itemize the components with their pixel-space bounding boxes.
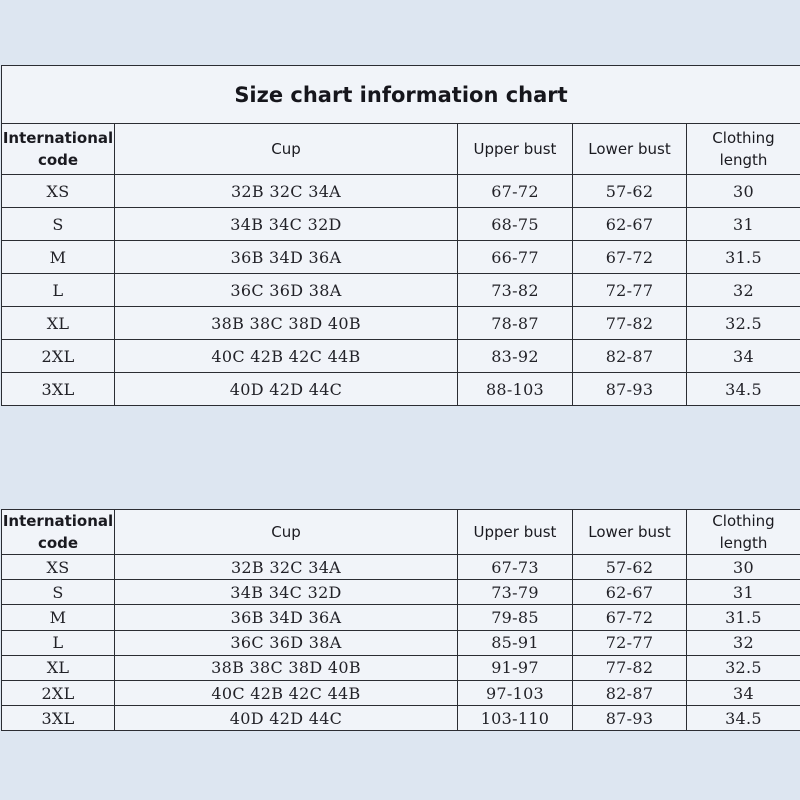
upper-bust-cell: 68-75 [458, 208, 573, 241]
clothing-length-cell: 32 [687, 274, 800, 307]
clothing-length-cell: 32 [687, 630, 800, 655]
clothing-length-cell: 34.5 [687, 373, 800, 406]
international-code-cell: M [2, 241, 115, 274]
cup-cell: 32B 32C 34A [115, 175, 458, 208]
clothing-length-cell: 31 [687, 208, 800, 241]
upper-bust-cell: 67-73 [458, 555, 573, 580]
upper-bust-cell: 73-82 [458, 274, 573, 307]
upper-bust-cell: 78-87 [458, 307, 573, 340]
international-code-cell: XS [2, 175, 115, 208]
upper-bust-cell: 91-97 [458, 655, 573, 680]
upper-bust-cell: 83-92 [458, 340, 573, 373]
header-international-code: International code [2, 510, 115, 555]
clothing-length-cell: 32.5 [687, 307, 800, 340]
clothing-length-cell: 34.5 [687, 706, 800, 731]
upper-bust-cell: 103-110 [458, 706, 573, 731]
table-row [2, 655, 800, 680]
cup-cell: 40C 42B 42C 44B [115, 340, 458, 373]
size-chart-table-1 [1, 65, 800, 406]
lower-bust-cell: 67-72 [573, 605, 687, 630]
upper-bust-cell: 67-72 [458, 175, 573, 208]
cup-cell: 40C 42B 42C 44B [115, 680, 458, 705]
international-code-cell: XL [2, 655, 115, 680]
lower-bust-cell: 82-87 [573, 680, 687, 705]
upper-bust-cell: 97-103 [458, 680, 573, 705]
cup-cell: 34B 34C 32D [115, 208, 458, 241]
table-row [2, 175, 800, 208]
clothing-length-cell: 30 [687, 175, 800, 208]
international-code-cell: XS [2, 555, 115, 580]
lower-bust-cell: 77-82 [573, 655, 687, 680]
table-row [2, 274, 800, 307]
international-code-cell: L [2, 274, 115, 307]
lower-bust-cell: 62-67 [573, 580, 687, 605]
upper-bust-cell: 88-103 [458, 373, 573, 406]
lower-bust-cell: 72-77 [573, 274, 687, 307]
clothing-length-cell: 31 [687, 580, 800, 605]
cup-cell: 38B 38C 38D 40B [115, 307, 458, 340]
header-upper-bust: Upper bust [458, 124, 573, 175]
header-lower-bust: Lower bust [573, 124, 687, 175]
table-row [2, 680, 800, 705]
table-row [2, 630, 800, 655]
clothing-length-cell: 34 [687, 680, 800, 705]
cup-cell: 34B 34C 32D [115, 580, 458, 605]
table-row [2, 208, 800, 241]
clothing-length-cell: 31.5 [687, 241, 800, 274]
upper-bust-cell: 79-85 [458, 605, 573, 630]
table-row [2, 580, 800, 605]
cup-cell: 36B 34D 36A [115, 605, 458, 630]
table-row [2, 605, 800, 630]
size-chart-table-2 [1, 509, 800, 731]
table-row [2, 706, 800, 731]
lower-bust-cell: 62-67 [573, 208, 687, 241]
international-code-cell: 3XL [2, 373, 115, 406]
header-cup: Cup [115, 124, 458, 175]
lower-bust-cell: 72-77 [573, 630, 687, 655]
table-row [2, 373, 800, 406]
lower-bust-cell: 67-72 [573, 241, 687, 274]
lower-bust-cell: 57-62 [573, 175, 687, 208]
chart-title: Size chart information chart [2, 66, 800, 124]
international-code-cell: S [2, 208, 115, 241]
cup-cell: 36C 36D 38A [115, 630, 458, 655]
lower-bust-cell: 57-62 [573, 555, 687, 580]
cup-cell: 32B 32C 34A [115, 555, 458, 580]
clothing-length-cell: 31.5 [687, 605, 800, 630]
international-code-cell: M [2, 605, 115, 630]
header-lower-bust: Lower bust [573, 510, 687, 555]
international-code-cell: L [2, 630, 115, 655]
table-row [2, 555, 800, 580]
cup-cell: 36B 34D 36A [115, 241, 458, 274]
lower-bust-cell: 87-93 [573, 373, 687, 406]
clothing-length-cell: 30 [687, 555, 800, 580]
cup-cell: 38B 38C 38D 40B [115, 655, 458, 680]
header-cup: Cup [115, 510, 458, 555]
cup-cell: 40D 42D 44C [115, 706, 458, 731]
header-clothing-length: Clothing length [687, 510, 800, 555]
lower-bust-cell: 82-87 [573, 340, 687, 373]
cup-cell: 40D 42D 44C [115, 373, 458, 406]
international-code-cell: 2XL [2, 680, 115, 705]
table-row [2, 340, 800, 373]
lower-bust-cell: 87-93 [573, 706, 687, 731]
international-code-cell: XL [2, 307, 115, 340]
upper-bust-cell: 85-91 [458, 630, 573, 655]
clothing-length-cell: 32.5 [687, 655, 800, 680]
upper-bust-cell: 73-79 [458, 580, 573, 605]
cup-cell: 36C 36D 38A [115, 274, 458, 307]
header-clothing-length: Clothing length [687, 124, 800, 175]
header-row [2, 510, 800, 555]
international-code-cell: S [2, 580, 115, 605]
table-row [2, 241, 800, 274]
upper-bust-cell: 66-77 [458, 241, 573, 274]
lower-bust-cell: 77-82 [573, 307, 687, 340]
international-code-cell: 3XL [2, 706, 115, 731]
table-row [2, 307, 800, 340]
header-upper-bust: Upper bust [458, 510, 573, 555]
header-row [2, 124, 800, 175]
clothing-length-cell: 34 [687, 340, 800, 373]
international-code-cell: 2XL [2, 340, 115, 373]
header-international-code: International code [2, 124, 115, 175]
